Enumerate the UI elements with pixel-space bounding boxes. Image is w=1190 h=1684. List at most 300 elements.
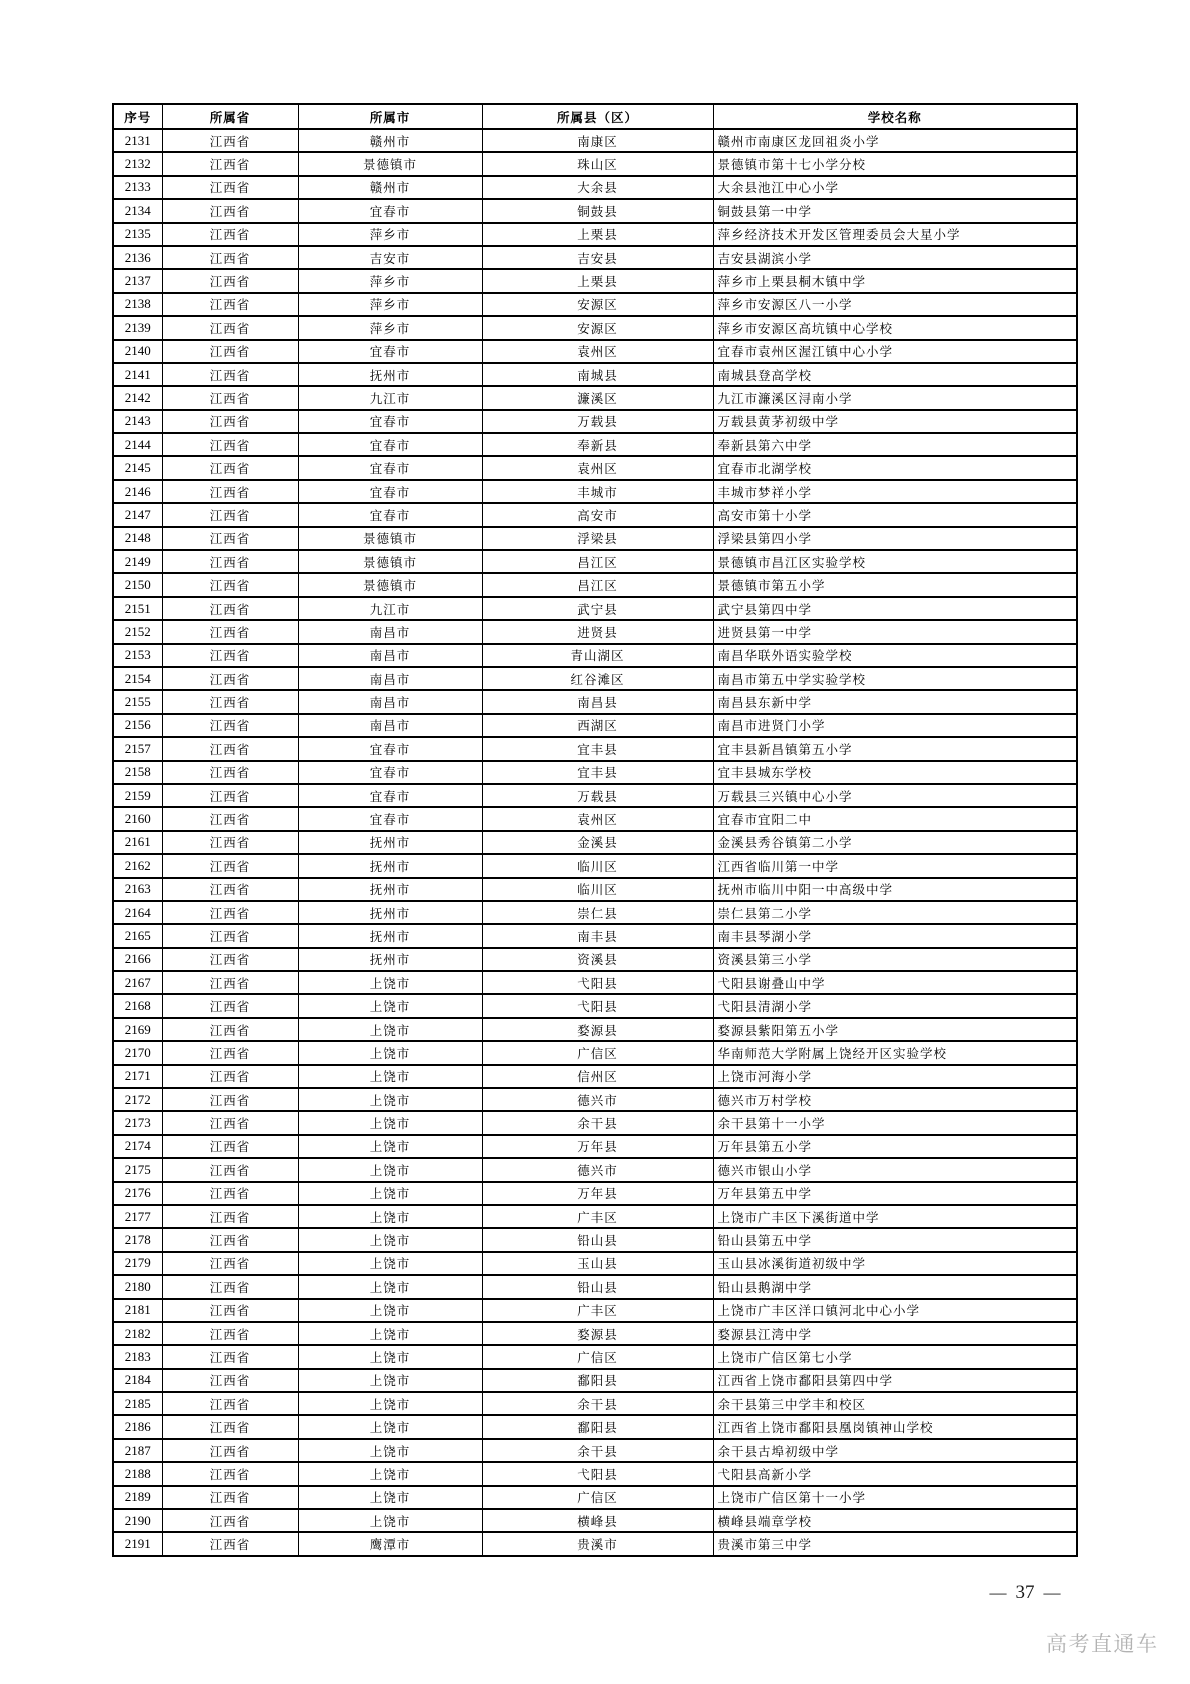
table-cell-city: 宜春市 [298, 480, 482, 503]
table-cell-province: 江西省 [162, 386, 298, 409]
table-cell-province: 江西省 [162, 1065, 298, 1088]
table-cell-seq: 2178 [113, 1228, 162, 1251]
table-cell-province: 江西省 [162, 363, 298, 386]
table-cell-province: 江西省 [162, 1415, 298, 1438]
table-cell-seq: 2167 [113, 971, 162, 994]
table-cell-school: 景德镇市第五小学 [713, 573, 1077, 596]
table-cell-school: 上饶市广丰区下溪街道中学 [713, 1205, 1077, 1228]
table-cell-county: 进贤县 [482, 620, 713, 643]
table-cell-province: 江西省 [162, 527, 298, 550]
table-cell-school: 余干县古埠初级中学 [713, 1439, 1077, 1462]
table-row [113, 246, 1077, 269]
table-cell-province: 江西省 [162, 1135, 298, 1158]
table-row [113, 620, 1077, 643]
table-row [113, 527, 1077, 550]
table-cell-province: 江西省 [162, 1182, 298, 1205]
table-cell-province: 江西省 [162, 1299, 298, 1322]
table-cell-seq: 2144 [113, 433, 162, 456]
table-cell-city: 上饶市 [298, 1228, 482, 1251]
table-cell-city: 上饶市 [298, 1182, 482, 1205]
table-cell-school: 弋阳县高新小学 [713, 1462, 1077, 1485]
table-cell-seq: 2140 [113, 340, 162, 363]
table-row [113, 573, 1077, 596]
table-body [113, 129, 1077, 1556]
table-cell-seq: 2138 [113, 293, 162, 316]
table-cell-province: 江西省 [162, 1486, 298, 1509]
table-cell-county: 信州区 [482, 1065, 713, 1088]
table-cell-seq: 2132 [113, 152, 162, 175]
table-row [113, 690, 1077, 713]
page-number-dash-right: — [1043, 1583, 1061, 1602]
table-cell-city: 宜春市 [298, 199, 482, 222]
table-cell-school: 万载县三兴镇中心小学 [713, 784, 1077, 807]
table-cell-seq: 2184 [113, 1369, 162, 1392]
table-cell-county: 高安市 [482, 503, 713, 526]
table-cell-province: 江西省 [162, 737, 298, 760]
table-cell-county: 临川区 [482, 878, 713, 901]
table-cell-county: 弋阳县 [482, 971, 713, 994]
table-cell-county: 余干县 [482, 1111, 713, 1134]
table-cell-province: 江西省 [162, 246, 298, 269]
table-cell-city: 上饶市 [298, 1462, 482, 1485]
table-cell-county: 上栗县 [482, 223, 713, 246]
table-cell-city: 上饶市 [298, 971, 482, 994]
table-cell-school: 武宁县第四中学 [713, 597, 1077, 620]
table-cell-seq: 2186 [113, 1415, 162, 1438]
table-cell-seq: 2155 [113, 690, 162, 713]
table-cell-school: 江西省临川第一中学 [713, 854, 1077, 877]
table-cell-seq: 2157 [113, 737, 162, 760]
table-row [113, 363, 1077, 386]
table-cell-city: 上饶市 [298, 994, 482, 1017]
table-cell-province: 江西省 [162, 1252, 298, 1275]
table-cell-province: 江西省 [162, 901, 298, 924]
table-cell-seq: 2171 [113, 1065, 162, 1088]
table-cell-county: 南昌县 [482, 690, 713, 713]
table-cell-school: 景德镇市第十七小学分校 [713, 152, 1077, 175]
column-header-province: 所属省 [162, 104, 298, 129]
table-cell-city: 赣州市 [298, 129, 482, 152]
table-cell-county: 弋阳县 [482, 994, 713, 1017]
table-cell-seq: 2136 [113, 246, 162, 269]
table-cell-school: 余干县第三中学丰和校区 [713, 1392, 1077, 1415]
table-cell-city: 宜春市 [298, 433, 482, 456]
table-cell-seq: 2172 [113, 1088, 162, 1111]
table-row [113, 316, 1077, 339]
table-cell-province: 江西省 [162, 550, 298, 573]
table-cell-city: 南昌市 [298, 667, 482, 690]
table-cell-city: 萍乡市 [298, 269, 482, 292]
table-cell-school: 宜丰县新昌镇第五小学 [713, 737, 1077, 760]
table-row [113, 199, 1077, 222]
table-cell-seq: 2148 [113, 527, 162, 550]
table-cell-province: 江西省 [162, 971, 298, 994]
table-row [113, 480, 1077, 503]
table-cell-province: 江西省 [162, 1369, 298, 1392]
table-cell-county: 横峰县 [482, 1509, 713, 1532]
table-cell-county: 袁州区 [482, 456, 713, 479]
table-cell-school: 萍乡市安源区八一小学 [713, 293, 1077, 316]
table-row [113, 1462, 1077, 1485]
table-cell-seq: 2176 [113, 1182, 162, 1205]
table-cell-school: 进贤县第一中学 [713, 620, 1077, 643]
table-cell-school: 萍乡市安源区高坑镇中心学校 [713, 316, 1077, 339]
table-row [113, 1252, 1077, 1275]
table-cell-city: 南昌市 [298, 620, 482, 643]
table-cell-province: 江西省 [162, 1532, 298, 1555]
table-cell-school: 大余县池江中心小学 [713, 176, 1077, 199]
table-cell-city: 宜春市 [298, 410, 482, 433]
table-cell-seq: 2164 [113, 901, 162, 924]
table-cell-seq: 2187 [113, 1439, 162, 1462]
table-cell-seq: 2162 [113, 854, 162, 877]
table-cell-seq: 2141 [113, 363, 162, 386]
table-row [113, 807, 1077, 830]
table-cell-city: 宜春市 [298, 784, 482, 807]
table-cell-province: 江西省 [162, 316, 298, 339]
table-cell-county: 南丰县 [482, 924, 713, 947]
table-cell-seq: 2181 [113, 1299, 162, 1322]
table-row [113, 433, 1077, 456]
table-row [113, 1088, 1077, 1111]
column-header-school: 学校名称 [713, 104, 1077, 129]
table-cell-seq: 2160 [113, 807, 162, 830]
table-cell-seq: 2177 [113, 1205, 162, 1228]
table-cell-province: 江西省 [162, 1345, 298, 1368]
table-cell-province: 江西省 [162, 293, 298, 316]
table-cell-seq: 2188 [113, 1462, 162, 1485]
table-row [113, 737, 1077, 760]
table-cell-school: 弋阳县谢叠山中学 [713, 971, 1077, 994]
table-cell-school: 宜春市袁州区渥江镇中心小学 [713, 340, 1077, 363]
table-cell-school: 南丰县琴湖小学 [713, 924, 1077, 947]
table-cell-seq: 2175 [113, 1158, 162, 1181]
table-cell-seq: 2142 [113, 386, 162, 409]
table-cell-county: 青山湖区 [482, 644, 713, 667]
table-cell-province: 江西省 [162, 340, 298, 363]
table-cell-school: 德兴市万村学校 [713, 1088, 1077, 1111]
table-cell-city: 上饶市 [298, 1299, 482, 1322]
table-cell-county: 广丰区 [482, 1205, 713, 1228]
table-cell-seq: 2190 [113, 1509, 162, 1532]
table-row [113, 1415, 1077, 1438]
table-cell-province: 江西省 [162, 1088, 298, 1111]
table-cell-school: 九江市濂溪区浔南小学 [713, 386, 1077, 409]
table-cell-province: 江西省 [162, 784, 298, 807]
table-cell-county: 浮梁县 [482, 527, 713, 550]
table-row [113, 550, 1077, 573]
table-cell-school: 江西省上饶市鄱阳县凰岗镇神山学校 [713, 1415, 1077, 1438]
table-row [113, 761, 1077, 784]
table-cell-county: 临川区 [482, 854, 713, 877]
table-row [113, 1486, 1077, 1509]
table-cell-county: 万载县 [482, 784, 713, 807]
table-cell-seq: 2134 [113, 199, 162, 222]
table-cell-school: 景德镇市昌江区实验学校 [713, 550, 1077, 573]
table-cell-seq: 2135 [113, 223, 162, 246]
table-cell-school: 弋阳县清湖小学 [713, 994, 1077, 1017]
table-cell-seq: 2150 [113, 573, 162, 596]
table-row [113, 1182, 1077, 1205]
table-cell-school: 上饶市广丰区洋口镇河北中心小学 [713, 1299, 1077, 1322]
table-cell-city: 鹰潭市 [298, 1532, 482, 1555]
table-row [113, 994, 1077, 1017]
table-cell-province: 江西省 [162, 807, 298, 830]
table-row [113, 924, 1077, 947]
table-cell-seq: 2158 [113, 761, 162, 784]
table-cell-school: 资溪县第三小学 [713, 948, 1077, 971]
table-cell-province: 江西省 [162, 1439, 298, 1462]
table-cell-city: 赣州市 [298, 176, 482, 199]
table-cell-school: 玉山县冰溪街道初级中学 [713, 1252, 1077, 1275]
table-cell-county: 奉新县 [482, 433, 713, 456]
table-cell-seq: 2139 [113, 316, 162, 339]
table-cell-school: 婺源县江湾中学 [713, 1322, 1077, 1345]
table-cell-city: 南昌市 [298, 714, 482, 737]
table-cell-school: 铅山县第五中学 [713, 1228, 1077, 1251]
table-cell-province: 江西省 [162, 854, 298, 877]
table-cell-school: 抚州市临川中阳一中高级中学 [713, 878, 1077, 901]
page-number-dash-left: — [989, 1583, 1007, 1602]
table-cell-county: 广信区 [482, 1486, 713, 1509]
table-cell-county: 广信区 [482, 1345, 713, 1368]
table-row [113, 1135, 1077, 1158]
table-cell-province: 江西省 [162, 456, 298, 479]
table-cell-school: 南昌县东新中学 [713, 690, 1077, 713]
table-cell-school: 赣州市南康区龙回祖炎小学 [713, 129, 1077, 152]
table-cell-province: 江西省 [162, 761, 298, 784]
table-cell-seq: 2153 [113, 644, 162, 667]
table-cell-city: 抚州市 [298, 948, 482, 971]
table-cell-school: 浮梁县第四小学 [713, 527, 1077, 550]
table-cell-city: 宜春市 [298, 807, 482, 830]
table-row [113, 667, 1077, 690]
table-cell-county: 大余县 [482, 176, 713, 199]
table-cell-city: 上饶市 [298, 1509, 482, 1532]
table-cell-city: 南昌市 [298, 644, 482, 667]
table-row [113, 878, 1077, 901]
table-cell-province: 江西省 [162, 1509, 298, 1532]
table-cell-county: 广丰区 [482, 1299, 713, 1322]
table-cell-province: 江西省 [162, 1462, 298, 1485]
table-cell-school: 横峰县端章学校 [713, 1509, 1077, 1532]
table-cell-county: 崇仁县 [482, 901, 713, 924]
table-row [113, 1509, 1077, 1532]
table-row [113, 1158, 1077, 1181]
table-cell-city: 上饶市 [298, 1135, 482, 1158]
table-cell-city: 景德镇市 [298, 152, 482, 175]
table-cell-city: 上饶市 [298, 1111, 482, 1134]
table-cell-county: 吉安县 [482, 246, 713, 269]
table-row [113, 1228, 1077, 1251]
table-cell-school: 南昌华联外语实验学校 [713, 644, 1077, 667]
table-cell-school: 万年县第五中学 [713, 1182, 1077, 1205]
table-cell-county: 广信区 [482, 1041, 713, 1064]
table-cell-county: 鄱阳县 [482, 1415, 713, 1438]
table-cell-school: 金溪县秀谷镇第二小学 [713, 831, 1077, 854]
table-cell-county: 万年县 [482, 1182, 713, 1205]
table-row [113, 854, 1077, 877]
table-cell-seq: 2151 [113, 597, 162, 620]
table-cell-seq: 2152 [113, 620, 162, 643]
table-cell-province: 江西省 [162, 1392, 298, 1415]
table-cell-province: 江西省 [162, 1041, 298, 1064]
table-cell-school: 南昌市进贤门小学 [713, 714, 1077, 737]
table-cell-province: 江西省 [162, 1228, 298, 1251]
table-cell-county: 德兴市 [482, 1088, 713, 1111]
table-cell-city: 九江市 [298, 386, 482, 409]
table-cell-seq: 2173 [113, 1111, 162, 1134]
table-cell-seq: 2182 [113, 1322, 162, 1345]
table-cell-city: 上饶市 [298, 1065, 482, 1088]
table-cell-county: 铅山县 [482, 1228, 713, 1251]
table-row [113, 503, 1077, 526]
table-cell-province: 江西省 [162, 223, 298, 246]
column-header-county: 所属县（区） [482, 104, 713, 129]
table-cell-school: 婺源县紫阳第五小学 [713, 1018, 1077, 1041]
table-cell-province: 江西省 [162, 831, 298, 854]
table-row [113, 1392, 1077, 1415]
table-cell-city: 宜春市 [298, 340, 482, 363]
table-cell-seq: 2174 [113, 1135, 162, 1158]
table-cell-seq: 2179 [113, 1252, 162, 1275]
table-cell-province: 江西省 [162, 199, 298, 222]
table-cell-province: 江西省 [162, 597, 298, 620]
table-cell-county: 安源区 [482, 293, 713, 316]
page-number-value: 37 [1015, 1582, 1035, 1603]
table-cell-seq: 2131 [113, 129, 162, 152]
table-cell-province: 江西省 [162, 1322, 298, 1345]
table-cell-province: 江西省 [162, 269, 298, 292]
table-cell-province: 江西省 [162, 129, 298, 152]
column-header-seq: 序号 [113, 104, 162, 129]
table-cell-school: 铜鼓县第一中学 [713, 199, 1077, 222]
table-row [113, 269, 1077, 292]
table-row [113, 1439, 1077, 1462]
table-cell-school: 丰城市梦祥小学 [713, 480, 1077, 503]
table-cell-county: 袁州区 [482, 340, 713, 363]
table-cell-city: 吉安市 [298, 246, 482, 269]
table-row [113, 597, 1077, 620]
table-cell-province: 江西省 [162, 1205, 298, 1228]
table-cell-school: 奉新县第六中学 [713, 433, 1077, 456]
table-cell-city: 宜春市 [298, 737, 482, 760]
table-cell-county: 红谷滩区 [482, 667, 713, 690]
table-cell-seq: 2147 [113, 503, 162, 526]
table-cell-city: 抚州市 [298, 878, 482, 901]
table-cell-seq: 2133 [113, 176, 162, 199]
table-cell-city: 上饶市 [298, 1486, 482, 1509]
table-cell-county: 濂溪区 [482, 386, 713, 409]
table-cell-seq: 2185 [113, 1392, 162, 1415]
table-cell-county: 余干县 [482, 1439, 713, 1462]
table-cell-county: 丰城市 [482, 480, 713, 503]
table-cell-province: 江西省 [162, 503, 298, 526]
table-cell-county: 万年县 [482, 1135, 713, 1158]
table-cell-city: 宜春市 [298, 761, 482, 784]
table-row [113, 340, 1077, 363]
table-cell-seq: 2166 [113, 948, 162, 971]
table-row [113, 1532, 1077, 1555]
table-cell-province: 江西省 [162, 994, 298, 1017]
table-cell-city: 萍乡市 [298, 223, 482, 246]
table-cell-city: 景德镇市 [298, 573, 482, 596]
table-cell-city: 上饶市 [298, 1439, 482, 1462]
table-cell-county: 德兴市 [482, 1158, 713, 1181]
table-cell-school: 上饶市广信区第十一小学 [713, 1486, 1077, 1509]
table-cell-seq: 2154 [113, 667, 162, 690]
table-cell-seq: 2189 [113, 1486, 162, 1509]
table-cell-school: 贵溪市第三中学 [713, 1532, 1077, 1555]
table-header-row [113, 104, 1077, 129]
table-cell-province: 江西省 [162, 690, 298, 713]
table-cell-seq: 2170 [113, 1041, 162, 1064]
table-cell-seq: 2156 [113, 714, 162, 737]
table-row [113, 831, 1077, 854]
table-cell-seq: 2143 [113, 410, 162, 433]
table-cell-seq: 2149 [113, 550, 162, 573]
table-cell-city: 南昌市 [298, 690, 482, 713]
table-cell-seq: 2191 [113, 1532, 162, 1555]
table-cell-county: 万载县 [482, 410, 713, 433]
table-cell-seq: 2159 [113, 784, 162, 807]
table-cell-province: 江西省 [162, 667, 298, 690]
table-cell-city: 萍乡市 [298, 293, 482, 316]
table-cell-school: 吉安县湖滨小学 [713, 246, 1077, 269]
table-cell-school: 萍乡市上栗县桐木镇中学 [713, 269, 1077, 292]
column-header-city: 所属市 [298, 104, 482, 129]
table-cell-school: 南昌市第五中学实验学校 [713, 667, 1077, 690]
table-cell-county: 安源区 [482, 316, 713, 339]
table-cell-county: 上栗县 [482, 269, 713, 292]
table-cell-county: 贵溪市 [482, 1532, 713, 1555]
table-row [113, 456, 1077, 479]
table-row [113, 784, 1077, 807]
table-cell-province: 江西省 [162, 1111, 298, 1134]
table-cell-city: 抚州市 [298, 924, 482, 947]
table-cell-county: 铅山县 [482, 1275, 713, 1298]
table-cell-province: 江西省 [162, 573, 298, 596]
table-cell-city: 宜春市 [298, 456, 482, 479]
table-cell-city: 上饶市 [298, 1088, 482, 1111]
table-cell-province: 江西省 [162, 152, 298, 175]
table-cell-school: 余干县第十一小学 [713, 1111, 1077, 1134]
table-row [113, 901, 1077, 924]
table-cell-seq: 2146 [113, 480, 162, 503]
table-cell-city: 上饶市 [298, 1322, 482, 1345]
table-row [113, 129, 1077, 152]
table-cell-county: 武宁县 [482, 597, 713, 620]
table-cell-school: 万载县黄茅初级中学 [713, 410, 1077, 433]
table-cell-city: 上饶市 [298, 1041, 482, 1064]
table-cell-city: 抚州市 [298, 363, 482, 386]
table-cell-county: 玉山县 [482, 1252, 713, 1275]
table-cell-school: 萍乡经济技术开发区管理委员会大星小学 [713, 223, 1077, 246]
table-row [113, 1275, 1077, 1298]
table-cell-city: 上饶市 [298, 1275, 482, 1298]
table-cell-city: 上饶市 [298, 1205, 482, 1228]
table-row [113, 223, 1077, 246]
table-cell-school: 华南师范大学附属上饶经开区实验学校 [713, 1041, 1077, 1064]
table-cell-county: 婺源县 [482, 1322, 713, 1345]
table-cell-city: 上饶市 [298, 1158, 482, 1181]
table-cell-county: 西湖区 [482, 714, 713, 737]
table-row [113, 152, 1077, 175]
table-cell-province: 江西省 [162, 176, 298, 199]
table-cell-province: 江西省 [162, 480, 298, 503]
table-cell-province: 江西省 [162, 948, 298, 971]
table-cell-county: 金溪县 [482, 831, 713, 854]
